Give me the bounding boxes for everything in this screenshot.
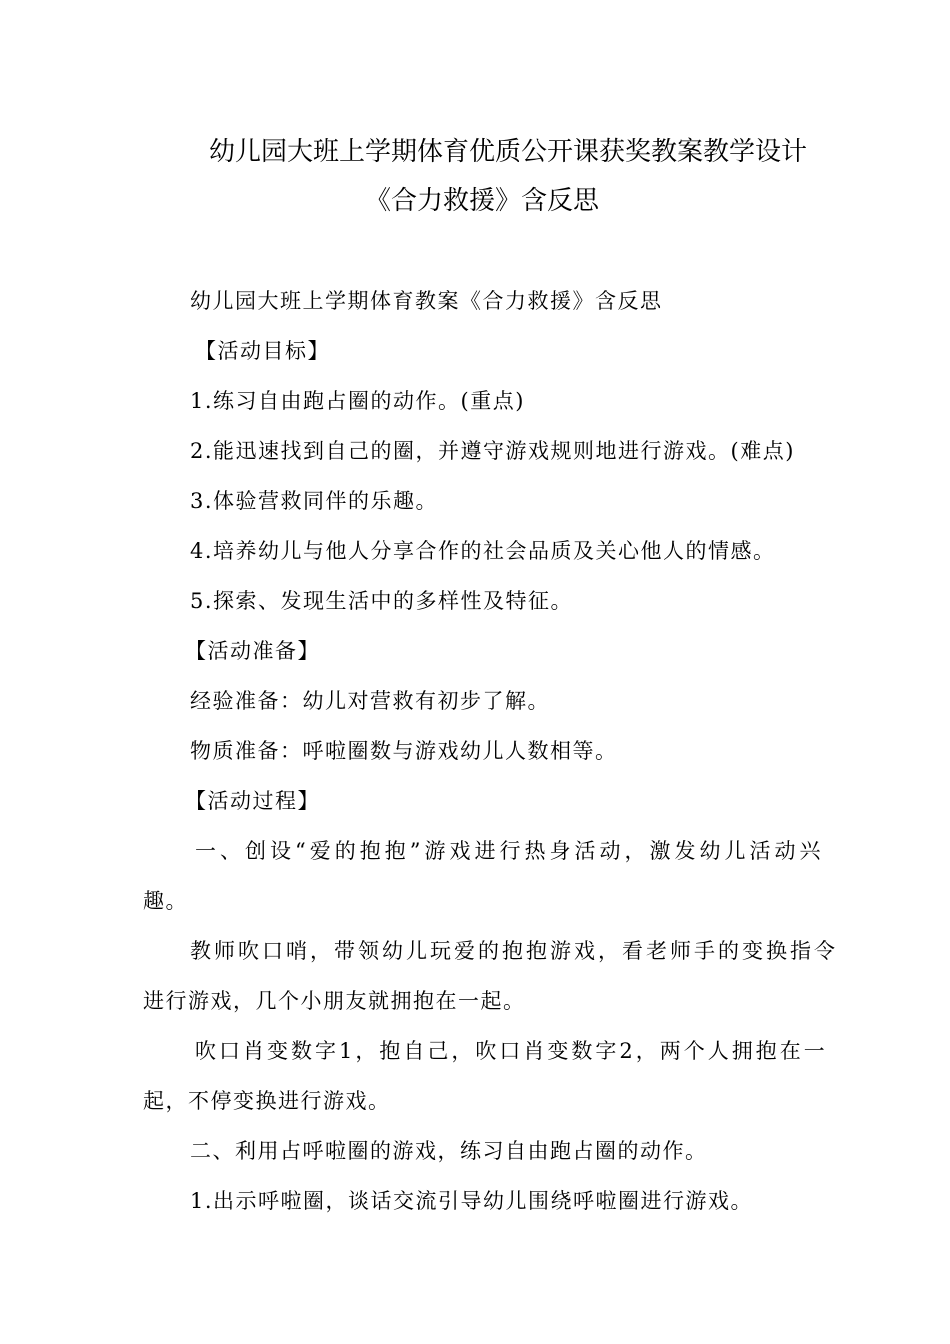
preparation-experience: 经验准备：幼儿对营救有初步了解。	[190, 689, 550, 713]
process-step-1-heading-cont: 趣。	[143, 889, 188, 913]
process-step-1-para-2-cont: 起，不停变换进行游戏。	[143, 1089, 391, 1113]
process-step-1-para-1-cont: 进行游戏，几个小朋友就拥抱在一起。	[143, 989, 526, 1013]
subtitle-paragraph: 幼儿园大班上学期体育教案《合力救援》含反思	[190, 289, 663, 313]
process-step-1-para-1: 教师吹口哨，带领幼儿玩爱的抱抱游戏，看老师手的变换指令	[190, 939, 838, 963]
preparation-materials: 物质准备：呼啦圈数与游戏幼儿人数相等。	[190, 739, 618, 763]
goal-item-3: 3.体验营救同伴的乐趣。	[190, 489, 439, 513]
process-step-2-heading: 二、利用占呼啦圈的游戏，练习自由跑占圈的动作。	[190, 1139, 708, 1163]
goal-item-1: 1.练习自由跑占圈的动作。(重点)	[190, 389, 525, 413]
section-heading-process: 【活动过程】	[185, 789, 320, 813]
goal-item-2: 2.能迅速找到自己的圈，并遵守游戏规则地进行游戏。(难点)	[190, 439, 795, 463]
process-step-1-heading: 一、创设“爱的抱抱”游戏进行热身活动，激发幼儿活动兴	[195, 839, 825, 863]
document-title-line-1: 幼儿园大班上学期体育优质公开课获奖教案教学设计	[209, 137, 808, 167]
goal-item-4: 4.培养幼儿与他人分享合作的社会品质及关心他人的情感。	[190, 539, 776, 563]
goal-item-5: 5.探索、发现生活中的多样性及特征。	[190, 589, 574, 613]
section-heading-goals: 【活动目标】	[195, 339, 330, 363]
section-heading-preparation: 【活动准备】	[185, 639, 320, 663]
document-title-line-2: 《合力救援》含反思	[365, 186, 600, 216]
process-step-1-para-2: 吹口肖变数字1，抱自己，吹口肖变数字2，两个人拥抱在一	[195, 1039, 828, 1063]
process-step-2-item-1: 1.出示呼啦圈，谈话交流引导幼儿围绕呼啦圈进行游戏。	[190, 1189, 754, 1213]
